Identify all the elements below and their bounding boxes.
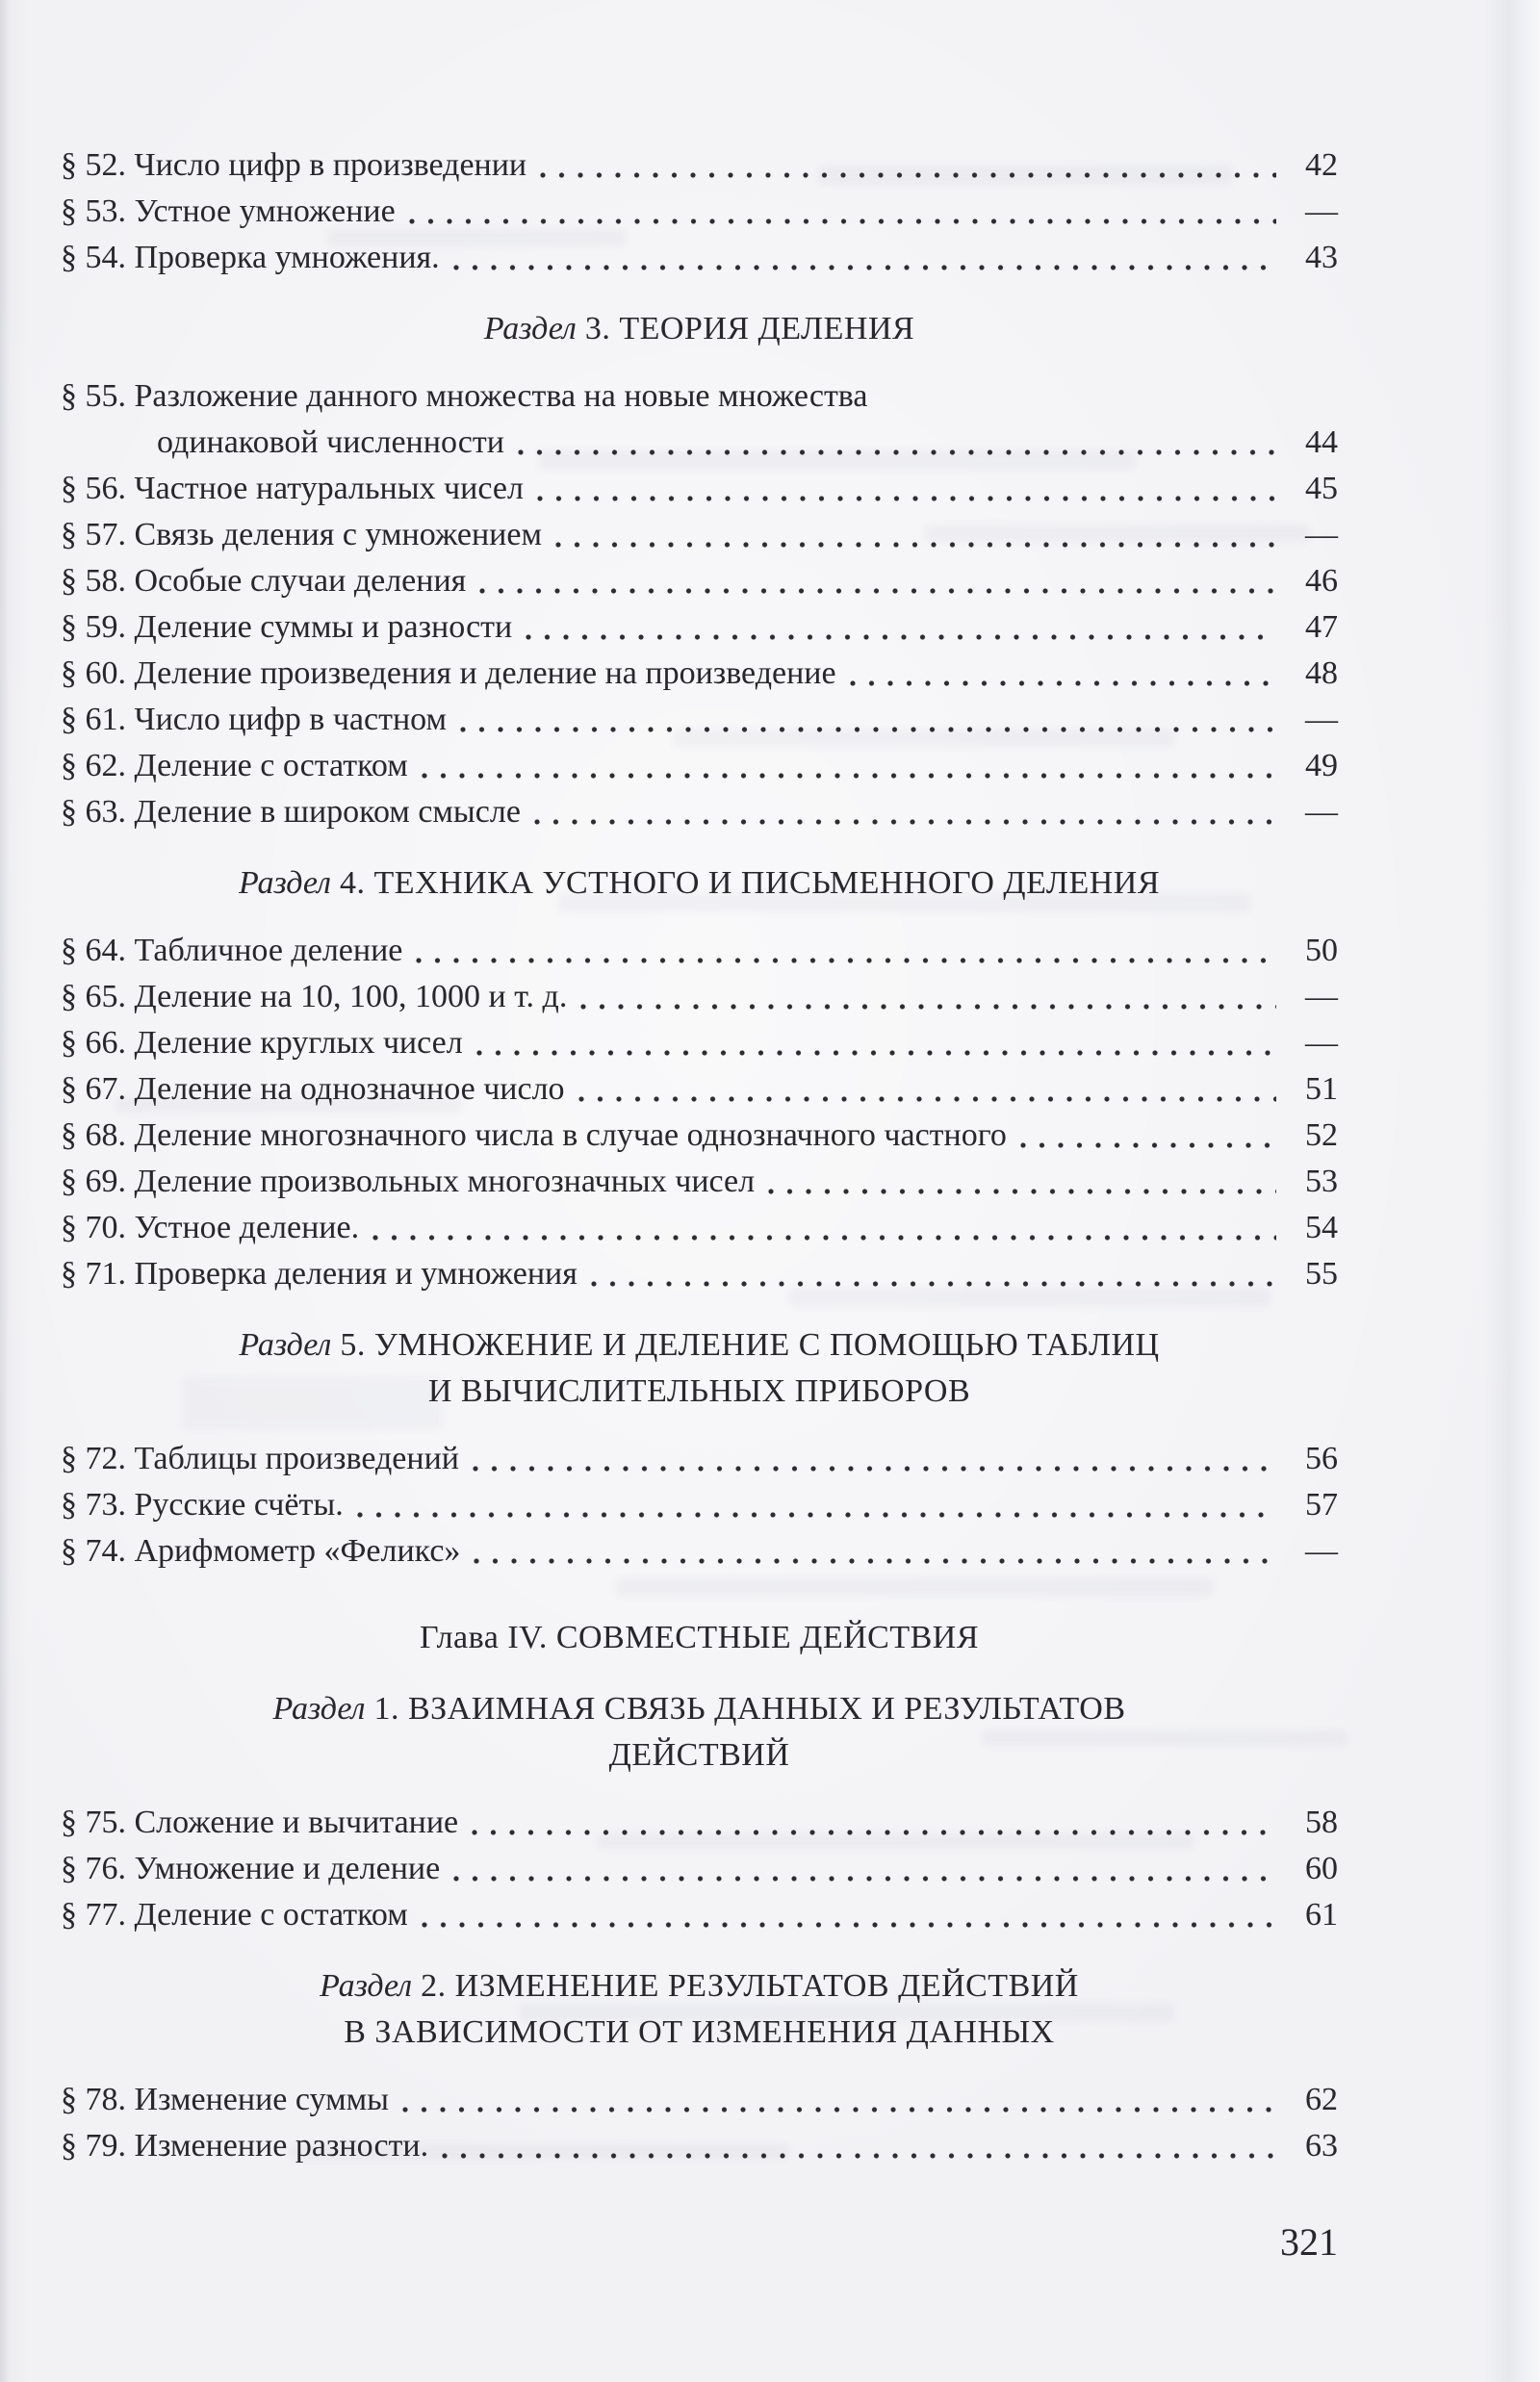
toc-entry-61 bbox=[61, 697, 1338, 743]
dot-leader bbox=[471, 1436, 1276, 1482]
entry-title: § 62. Деление с остатком bbox=[61, 748, 408, 783]
dot-leader bbox=[477, 558, 1276, 604]
toc-entry-53 bbox=[61, 189, 1338, 235]
heading-lead-word: Раздел bbox=[239, 1327, 332, 1363]
entry-title: § 68. Деление многозначного числа в случае однозначного частного bbox=[61, 1117, 1007, 1153]
entry-title: § 52. Число цифр в произведении bbox=[61, 147, 527, 183]
heading-line: Раздел 5. УМНОЖЕНИЕ И ДЕЛЕНИЕ С ПОМОЩЬЮ ТАБЛИЦ bbox=[239, 1327, 1160, 1363]
dot-leader bbox=[577, 1066, 1276, 1113]
entry-page-number: 61 bbox=[1305, 1897, 1338, 1933]
entry-page-number: 48 bbox=[1305, 655, 1338, 691]
dot-leader bbox=[472, 1528, 1276, 1575]
entry-page-number: — bbox=[1305, 702, 1338, 737]
toc-entry-65 bbox=[61, 974, 1338, 1020]
entry-title: § 66. Деление круглых чисел bbox=[61, 1025, 463, 1061]
toc-entry-73 bbox=[61, 1482, 1338, 1528]
entry-title: § 78. Изменение суммы bbox=[61, 2082, 389, 2117]
entry-title: § 79. Изменение разности. bbox=[61, 2128, 429, 2164]
toc-entry-52 bbox=[61, 142, 1338, 189]
dot-leader bbox=[524, 604, 1276, 651]
dot-leader bbox=[848, 651, 1276, 697]
toc-entry-72 bbox=[61, 1436, 1338, 1482]
dot-leader bbox=[400, 2077, 1276, 2123]
entry-title: § 59. Деление суммы и разности bbox=[61, 609, 513, 645]
heading-line: Глава IV. СОВМЕСТНЫЕ ДЕЙСТВИЯ bbox=[419, 1620, 980, 1655]
toc-entry-63 bbox=[61, 789, 1338, 835]
entry-title: § 67. Деление на однозначное число bbox=[61, 1071, 565, 1107]
entry-page-number: 42 bbox=[1305, 147, 1338, 183]
toc-entry-60 bbox=[61, 651, 1338, 697]
toc-entry-79 bbox=[61, 2123, 1338, 2169]
heading-line: Раздел 3. ТЕОРИЯ ДЕЛЕНИЯ bbox=[483, 311, 915, 346]
heading-line: И ВЫЧИСЛИТЕЛЬНЫХ ПРИБОРОВ bbox=[427, 1373, 971, 1409]
entry-page-number: 60 bbox=[1305, 1851, 1338, 1886]
toc-entry-76 bbox=[61, 1846, 1338, 1892]
entry-title: § 64. Табличное деление bbox=[61, 933, 403, 968]
entry-title: § 57. Связь деления с умножением bbox=[61, 517, 542, 552]
heading-line: Раздел 4. ТЕХНИКА УСТНОГО И ПИСЬМЕННОГО ДЕЛЕНИЯ bbox=[238, 865, 1161, 901]
heading-lead-word: Раздел bbox=[272, 1691, 366, 1727]
entry-page-number: — bbox=[1305, 1533, 1338, 1569]
dot-leader bbox=[589, 1251, 1276, 1297]
entry-title: § 63. Деление в широком смысле bbox=[61, 794, 521, 830]
entry-page-number: — bbox=[1305, 794, 1338, 830]
toc-entry-67 bbox=[61, 1066, 1338, 1113]
dot-leader bbox=[470, 1800, 1276, 1846]
entry-title: § 74. Арифмометр «Феликс» bbox=[61, 1533, 461, 1569]
heading-line: Раздел 1. ВЗАИМНАЯ СВЯЗЬ ДАННЫХ И РЕЗУЛЬТАТОВ bbox=[272, 1691, 1126, 1727]
toc-entry-57 bbox=[61, 512, 1338, 558]
entry-title: § 77. Деление с остатком bbox=[61, 1897, 408, 1933]
entry-page-number: 44 bbox=[1305, 424, 1338, 460]
toc-content bbox=[61, 0, 1338, 2267]
entry-title: § 75. Сложение и вычитание bbox=[61, 1805, 459, 1840]
heading-line: В ЗАВИСИМОСТИ ОТ ИЗМЕНЕНИЯ ДАННЫХ bbox=[344, 2014, 1055, 2050]
dot-leader bbox=[451, 1846, 1276, 1892]
entry-page-number: 53 bbox=[1305, 1164, 1338, 1199]
dot-leader bbox=[516, 420, 1276, 466]
entry-title: § 56. Частное натуральных чисел bbox=[61, 471, 524, 506]
entry-page-number: 47 bbox=[1305, 609, 1338, 645]
entry-page-number: — bbox=[1305, 1025, 1338, 1061]
entry-page-number: 51 bbox=[1305, 1071, 1338, 1107]
dot-leader bbox=[440, 2123, 1276, 2169]
dot-leader bbox=[532, 789, 1276, 835]
section-heading bbox=[61, 1686, 1338, 1779]
toc-entry-55-line2 bbox=[61, 420, 1338, 466]
entry-page-number: — bbox=[1305, 517, 1338, 552]
heading-lead-word: Раздел bbox=[320, 1968, 413, 2004]
dot-leader bbox=[458, 697, 1276, 743]
toc-entry-56 bbox=[61, 466, 1338, 512]
entry-title: § 72. Таблицы произведений bbox=[61, 1441, 459, 1476]
heading-lead-word: Раздел bbox=[483, 311, 577, 346]
entry-page-number: 62 bbox=[1305, 2082, 1338, 2117]
heading-lead-word: Раздел bbox=[238, 865, 331, 901]
entry-title: § 55. Разложение данного множества на новые множества bbox=[61, 378, 868, 414]
entry-title: § 53. Устное умножение bbox=[61, 193, 396, 229]
dot-leader bbox=[407, 189, 1276, 235]
entry-page-number: — bbox=[1305, 979, 1338, 1014]
entry-page-number: 56 bbox=[1305, 1441, 1338, 1476]
dot-leader bbox=[414, 928, 1276, 974]
dot-leader bbox=[766, 1159, 1276, 1205]
entry-page-number: 55 bbox=[1305, 1256, 1338, 1292]
entry-page-number: 54 bbox=[1305, 1210, 1338, 1245]
entry-page-number: 45 bbox=[1305, 471, 1338, 506]
toc-entry-70 bbox=[61, 1205, 1338, 1251]
toc-entry-78 bbox=[61, 2077, 1338, 2123]
toc-entry-74 bbox=[61, 1528, 1338, 1575]
toc-entry-77 bbox=[61, 1892, 1338, 1938]
entry-page-number: — bbox=[1305, 193, 1338, 229]
toc-entry-59 bbox=[61, 604, 1338, 651]
entry-page-number: 52 bbox=[1305, 1117, 1338, 1153]
toc-entry-62 bbox=[61, 743, 1338, 789]
heading-line: Раздел 2. ИЗМЕНЕНИЕ РЕЗУЛЬТАТОВ ДЕЙСТВИЙ bbox=[320, 1968, 1079, 2004]
section-heading bbox=[61, 306, 1338, 352]
section-heading bbox=[61, 1963, 1338, 2056]
dot-leader bbox=[371, 1205, 1276, 1251]
toc-entry-71 bbox=[61, 1251, 1338, 1297]
toc-entry-68 bbox=[61, 1113, 1338, 1159]
entry-title: § 58. Особые случаи деления bbox=[61, 563, 467, 599]
heading-line: ДЕЙСТВИЙ bbox=[608, 1737, 790, 1773]
entry-page-number: 57 bbox=[1305, 1487, 1338, 1523]
toc-entry-66 bbox=[61, 1020, 1338, 1066]
toc-entry-55-line1 bbox=[61, 373, 1338, 420]
entry-title: § 70. Устное деление. bbox=[61, 1210, 360, 1245]
dot-leader bbox=[535, 466, 1276, 512]
dot-leader bbox=[578, 974, 1276, 1020]
folio-page-number: 321 bbox=[1280, 2220, 1338, 2264]
dot-leader bbox=[538, 142, 1276, 189]
entry-title: § 71. Проверка деления и умножения bbox=[61, 1256, 578, 1292]
dot-leader bbox=[355, 1482, 1276, 1528]
chapter-heading bbox=[61, 1615, 1338, 1661]
entry-page-number: 50 bbox=[1305, 933, 1338, 968]
table-of-contents bbox=[61, 142, 1338, 2169]
entry-page-number: 46 bbox=[1305, 563, 1338, 599]
entry-title: § 65. Деление на 10, 100, 1000 и т. д. bbox=[61, 979, 568, 1014]
entry-title: § 54. Проверка умножения. bbox=[61, 240, 440, 275]
dot-leader bbox=[475, 1020, 1276, 1066]
dot-leader bbox=[420, 743, 1276, 789]
dot-leader bbox=[1018, 1113, 1276, 1159]
entry-title: § 69. Деление произвольных многозначных чисел bbox=[61, 1164, 756, 1199]
dot-leader bbox=[553, 512, 1276, 558]
entry-title: § 60. Деление произведения и деление на произведение bbox=[61, 655, 836, 691]
entry-page-number: 43 bbox=[1305, 240, 1338, 275]
toc-entry-69 bbox=[61, 1159, 1338, 1205]
entry-page-number: 63 bbox=[1305, 2128, 1338, 2164]
entry-title: § 61. Число цифр в частном bbox=[61, 702, 448, 737]
toc-entry-54 bbox=[61, 235, 1338, 281]
entry-title: § 76. Умножение и деление bbox=[61, 1851, 441, 1886]
entry-title: § 73. Русские счёты. bbox=[61, 1487, 344, 1523]
dot-leader bbox=[420, 1892, 1276, 1938]
entry-page-number: 49 bbox=[1305, 748, 1338, 783]
entry-title-continuation: одинаковой численности bbox=[157, 424, 504, 460]
entry-page-number: 58 bbox=[1305, 1805, 1338, 1840]
dot-leader bbox=[451, 235, 1276, 281]
toc-entry-64 bbox=[61, 928, 1338, 974]
toc-entry-58 bbox=[61, 558, 1338, 604]
section-heading bbox=[61, 1322, 1338, 1415]
toc-entry-75 bbox=[61, 1800, 1338, 1846]
section-heading bbox=[61, 860, 1338, 907]
